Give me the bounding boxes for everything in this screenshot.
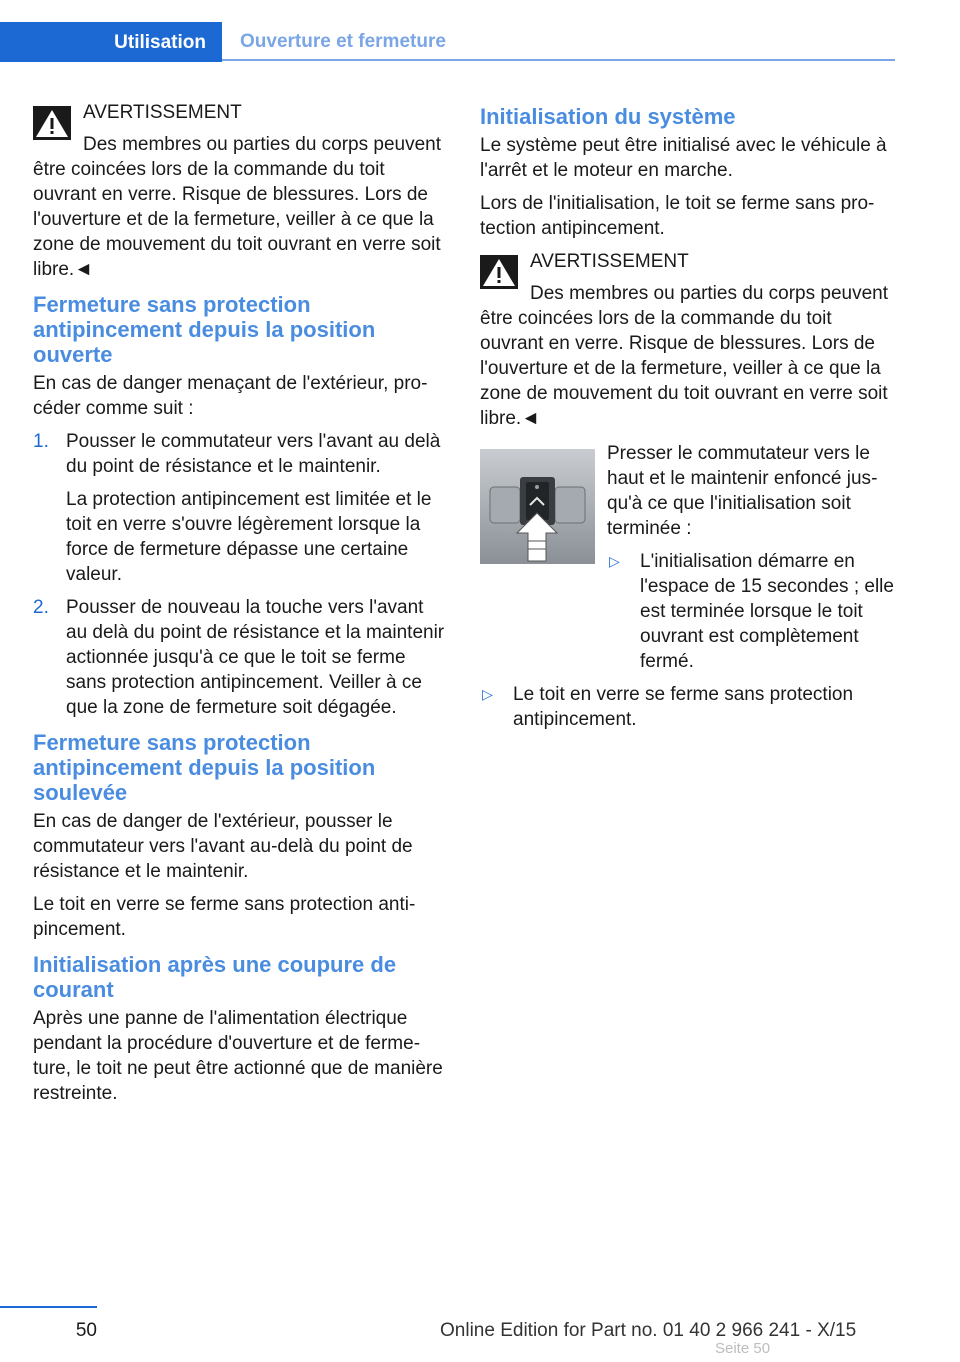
- paragraph: En cas de danger de l'extérieur, pousser le commutateur vers l'avant au-delà du point de résistance et le maintenir.: [33, 811, 413, 882]
- list-item: [33, 429, 448, 587]
- roof-switch-illustration: [480, 449, 595, 564]
- warning-block: [33, 100, 448, 282]
- watermark: Seite 50: [715, 1340, 771, 1357]
- paragraph: Après une panne de l'alimentation électrique pendant la procédure d'ouverture et de fermeture, le toit ne peut être actionné que de manière restreinte.: [33, 1008, 443, 1104]
- step-number: 2.: [33, 597, 49, 618]
- step-text: Pousser le commutateur vers l'avant au delà du point de résistance et le maintenir.: [66, 431, 441, 477]
- page-number: 50: [75, 1320, 97, 1341]
- tab-ouverture-fermeture: Ouverture et fermeture: [240, 31, 446, 52]
- warning-block: [480, 249, 895, 431]
- left-column: [33, 100, 448, 1114]
- header-rule: [222, 59, 895, 61]
- figure-block: [480, 441, 895, 674]
- bullet-list: [480, 682, 895, 732]
- section-heading-position-ouverte: Fermeture sans protection antipincement depuis la position ouverte: [33, 292, 376, 367]
- step-number: 1.: [33, 431, 49, 452]
- bullet-text: L'initialisation démarre en l'espace de 15 secondes ; elle est terminée lorsque le toit ouvrant est complètement fermé.: [640, 551, 894, 672]
- footer-rule: [0, 1306, 97, 1308]
- paragraph: Presser le commutateur vers le haut et le maintenir enfoncé jusqu'à ce que l'initialisation soit terminée :: [607, 443, 878, 539]
- paragraph: Lors de l'initialisation, le toit se ferme sans protection antipincement.: [480, 193, 875, 239]
- right-column: [480, 100, 895, 740]
- step-subtext: La protection antipincement est limitée et le toit en verre s'ouvre légèrement lorsque la force de fermeture dépasse une certaine valeur.: [66, 489, 432, 585]
- tab-utilisation-label: Utilisation: [114, 31, 206, 53]
- edition-text: Online Edition for Part no. 01 40 2 966 241 - X/15: [440, 1320, 857, 1341]
- triangle-bullet-icon: ▷: [609, 553, 620, 569]
- paragraph: Le système peut être initialisé avec le véhicule à l'arrêt et le moteur en marche.: [480, 135, 887, 181]
- section-heading-position-soulevee: Fermeture sans protection antipincement depuis la position soulevée: [33, 730, 376, 805]
- warning-text: Des membres ou parties du corps peuvent être coincées lors de la commande du toit ouvrant en verre. Risque de blessures. Lors de l'ouverture et de la fermeture, veiller à ce que la zone de mouvement du toit ouvrant en verre soit libre.◄: [480, 283, 889, 429]
- step-text: Pousser de nouveau la touche vers l'avant au delà du point de résistance et la maintenir actionnée jusqu'à ce que le toit se ferme sans protection antipincement. Veiller à ce que la zone de fermeture soit dégagée.: [66, 597, 445, 718]
- figure-instruction: [607, 441, 895, 674]
- warning-title: AVERTISSEMENT: [83, 102, 242, 123]
- paragraph: Le toit en verre se ferme sans protection antipincement.: [33, 894, 416, 940]
- page-header: [0, 22, 895, 62]
- warning-triangle-icon: [33, 106, 71, 140]
- figure-bullet-list: [607, 549, 895, 674]
- steps-list: [33, 429, 448, 720]
- section-heading-initialisation-coupure: Initialisation après une coupure de courant: [33, 952, 397, 1002]
- section-heading-initialisation-systeme: Initialisation du système: [480, 104, 736, 129]
- list-item: [480, 682, 895, 732]
- warning-text: Des membres ou parties du corps peuvent être coincées lors de la commande du toit ouvrant en verre. Risque de blessures. Lors de l'ouverture et de la fermeture, veiller à ce que la zone de mouvement du toit ouvrant en verre soit libre.◄: [33, 134, 442, 280]
- list-item: [33, 595, 448, 720]
- warning-triangle-icon: [480, 255, 518, 289]
- section-intro: En cas de danger menaçant de l'extérieur, procéder comme suit :: [33, 373, 428, 419]
- bullet-text: Le toit en verre se ferme sans protection antipincement.: [513, 684, 854, 730]
- warning-title: AVERTISSEMENT: [530, 251, 689, 272]
- tab-utilisation: [0, 22, 222, 62]
- list-item: [607, 549, 895, 674]
- triangle-bullet-icon: ▷: [482, 686, 493, 702]
